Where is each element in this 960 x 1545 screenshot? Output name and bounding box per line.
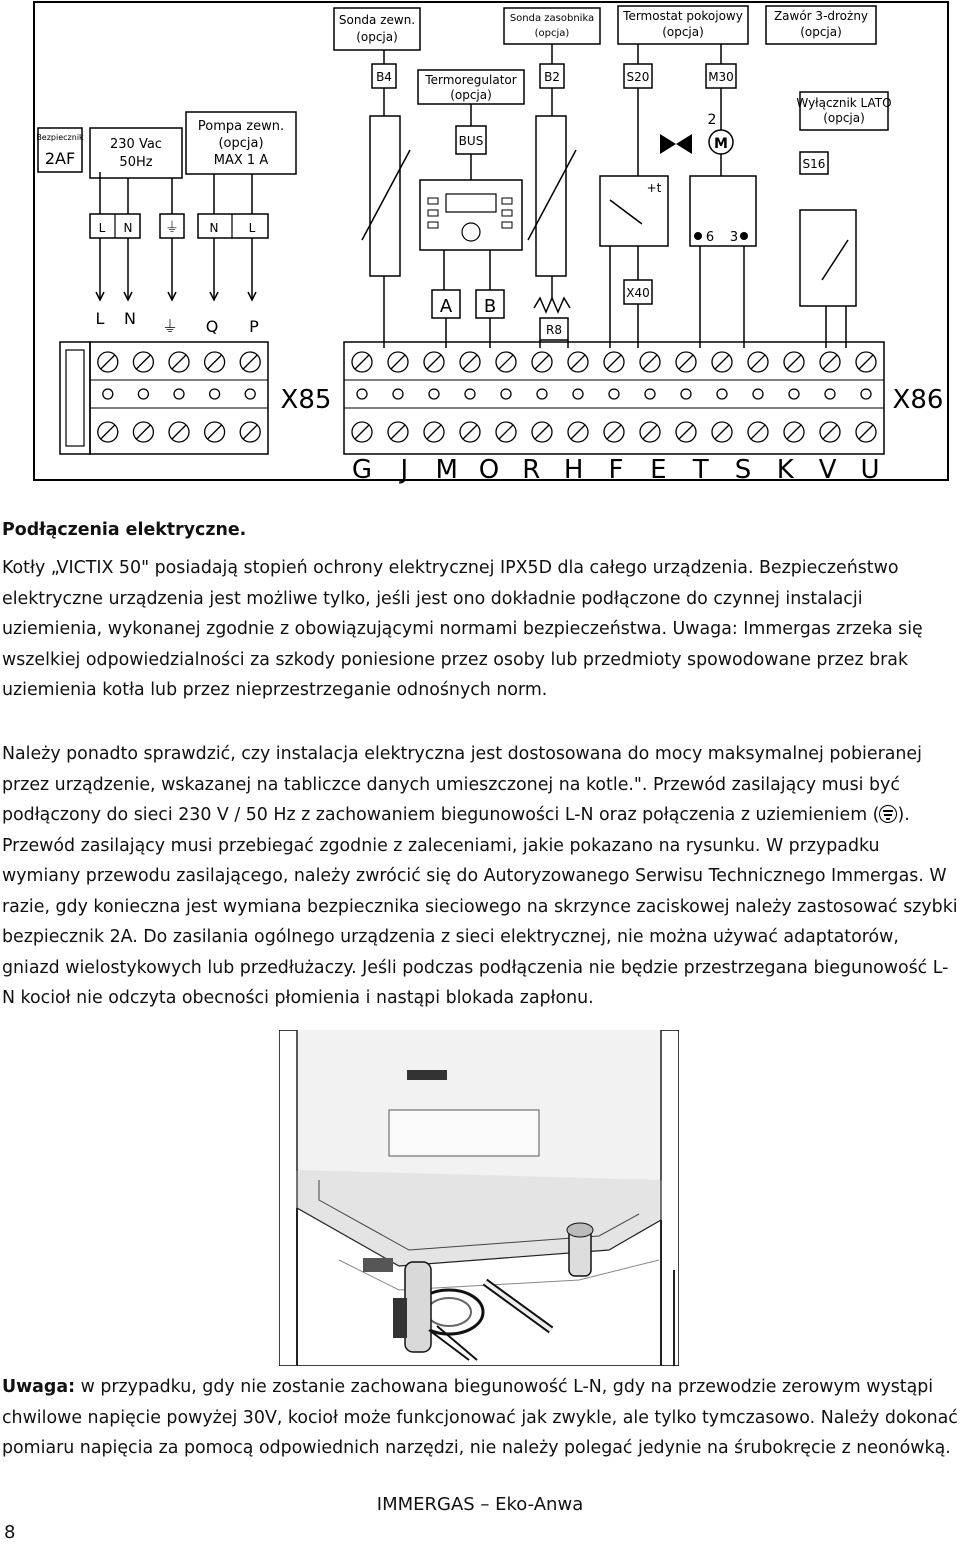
connector-x85-label: X85	[280, 385, 332, 415]
svg-text:R8: R8	[546, 323, 562, 337]
svg-text:(opcja): (opcja)	[218, 136, 264, 151]
boiler-illustration	[279, 1030, 679, 1366]
paragraph-2-part-b: ). Przewód zasilający musi przebiegać zgodnie z zaleceniami, jakie pokazano na rysunku. W przypadku wymiany przewodu zasilającego, należy zwrócić się do Autoryzowanego Serwisu Technicznego Immergas. W razie, gdy konieczna jest wymiana bezpiecznika sieciowego na skrzynce zaciskowej należy zastosować szybki bezpiecznik 2A. Do zasilania ogólnego urządzenia z sieci elektrycznej, nie można używać adaptatorów, gniazd wielostykowych lub przedłużaczy. Jeśli podczas podłączenia nie będzie przestrzegana biegunowość L-N kocioł nie odczyta obecności płomienia i nastąpi blokada zapłonu.	[2, 805, 958, 1008]
component-b2	[528, 44, 576, 276]
svg-text:N: N	[123, 221, 133, 235]
paragraph-1: Kotły „VICTIX 50" posiadają stopień ochrony elektrycznej IPX5D dla całego urządzenia. Bezpieczeństwo elektryczne urządzenia jest możliwe tylko, jeśli jest ono dokładnie podłączone do czynnej instalacji uziemienia, wykonanej zgodnie z obowiązującymi normami bezpieczeństwa. Uwaga: Immergas zrzeka się wszelkiej odpowiedzialności za szkody poniesione przez osoby lub przedmioty spowodowane przez brak uziemienia kotła lub przez nieprzestrzeganie odnośnych norm.	[2, 558, 923, 700]
svg-text:Sonda zasobnika: Sonda zasobnika	[509, 13, 595, 24]
svg-text:S16: S16	[802, 157, 826, 171]
svg-text:P: P	[249, 317, 259, 336]
svg-text:Termoregulator: Termoregulator	[425, 73, 517, 87]
option-box-sonda-zasobnika	[504, 8, 600, 44]
svg-text:(opcja): (opcja)	[823, 111, 865, 125]
svg-text:(opcja): (opcja)	[662, 25, 704, 39]
svg-text:Q: Q	[205, 317, 219, 336]
svg-text:Pompa zewn.: Pompa zewn.	[197, 119, 285, 134]
svg-text:N: N	[209, 221, 219, 235]
svg-text:(opcja): (opcja)	[534, 28, 570, 39]
paragraph-2	[2, 739, 960, 1014]
svg-text:Sonda zewn.: Sonda zewn.	[338, 13, 416, 27]
option-box-zawor	[766, 6, 876, 44]
svg-text:(opcja): (opcja)	[800, 25, 842, 39]
svg-text:2: 2	[707, 112, 717, 128]
terminal-letter: V	[818, 455, 837, 485]
svg-text:B2: B2	[544, 70, 560, 84]
terminal-letter: O	[478, 455, 500, 485]
supply-wire-labels	[96, 309, 260, 336]
svg-text:B: B	[483, 296, 497, 317]
note-paragraph	[2, 1372, 960, 1464]
svg-text:Bezpiecznik: Bezpiecznik	[36, 133, 84, 142]
terminal-letter: T	[692, 455, 709, 485]
svg-text:Termostat pokojowy: Termostat pokojowy	[623, 9, 743, 23]
svg-text:⏚: ⏚	[161, 317, 179, 336]
note-label: Uwaga:	[2, 1377, 76, 1397]
termoregulator	[418, 70, 524, 290]
terminal-block-x85	[60, 342, 268, 454]
supply-box	[90, 128, 182, 178]
svg-text:A: A	[439, 296, 453, 317]
terminal-letter: K	[776, 455, 794, 485]
svg-text:X40: X40	[626, 286, 650, 300]
option-box-sonda-zewn	[334, 8, 420, 50]
terminal-letter: S	[734, 455, 752, 485]
ground-icon	[879, 805, 897, 823]
fuse-box	[36, 128, 84, 172]
wiring-diagram	[0, 0, 960, 490]
svg-text:50Hz: 50Hz	[119, 155, 153, 170]
note-text: w przypadku, gdy nie zostanie zachowana biegunowość L-N, gdy na przewodzie zerowym wystąpi chwilowe napięcie powyżej 30V, kocioł może funkcjonować jak zwykle, ale tylko tymczasowo. Należy dokonać pomiaru napięcia za pomocą odpowiednich narzędzi, nie należy polegać jedynie na śrubokręcie z neonówką.	[2, 1377, 958, 1458]
svg-text:L: L	[95, 309, 105, 328]
option-box-termostat	[618, 6, 748, 44]
terminal-letter: H	[563, 455, 584, 485]
svg-text:6: 6	[705, 230, 715, 245]
svg-text:Zawór 3-drożny: Zawór 3-drożny	[773, 9, 869, 23]
section-heading: Podłączenia elektryczne.	[2, 520, 247, 540]
svg-text:(opcja): (opcja)	[450, 88, 492, 102]
svg-text:L: L	[98, 221, 106, 235]
terminal-letter: F	[608, 455, 624, 485]
svg-text:Wyłącznik LATO: Wyłącznik LATO	[796, 96, 892, 110]
terminal-letter: U	[860, 455, 880, 485]
svg-text:M: M	[714, 136, 728, 152]
pump-box	[186, 112, 296, 174]
page-footer: IMMERGAS – Eko-Anwa	[376, 1494, 584, 1515]
component-r8	[534, 298, 570, 340]
svg-text:(opcja): (opcja)	[356, 30, 398, 44]
page-number: 8	[4, 1522, 16, 1543]
svg-text:+t: +t	[646, 181, 662, 195]
terminal-letter: M	[435, 455, 458, 485]
component-m30	[660, 44, 756, 246]
svg-text:2AF: 2AF	[44, 149, 76, 168]
svg-text:3: 3	[729, 230, 739, 245]
terminal-letter: G	[351, 455, 373, 485]
svg-text:B4: B4	[376, 70, 392, 84]
svg-text:S20: S20	[626, 70, 650, 84]
terminal-letter: J	[400, 455, 409, 485]
terminal-letter: R	[522, 455, 541, 485]
svg-text:230 Vac: 230 Vac	[110, 137, 162, 152]
svg-text:⏚: ⏚	[165, 220, 179, 236]
lato-switch	[796, 92, 891, 306]
svg-text:MAX 1 A: MAX 1 A	[213, 153, 269, 168]
bus-terminal-a-b	[432, 290, 504, 318]
paragraph-2-part-a: Należy ponadto sprawdzić, czy instalacja elektryczna jest dostosowana do mocy maksymalnej pobieranej przez urządzenie, wskazanej na tabliczce danych umieszczonej na kotle.". Przewód zasilający musi być podłączony do sieci 230 V / 50 Hz z zachowaniem biegunowości L-N oraz połączenia z uziemieniem (	[2, 744, 922, 825]
svg-text:BUS: BUS	[458, 134, 484, 148]
svg-text:L: L	[248, 221, 256, 235]
svg-text:M30: M30	[708, 70, 734, 84]
terminal-letter: E	[650, 455, 667, 485]
component-b4	[362, 50, 410, 276]
svg-text:N: N	[124, 309, 136, 328]
connector-x86-label: X86	[892, 385, 944, 415]
supply-terminal-boxes	[90, 214, 268, 238]
terminal-block-x86	[344, 342, 884, 454]
